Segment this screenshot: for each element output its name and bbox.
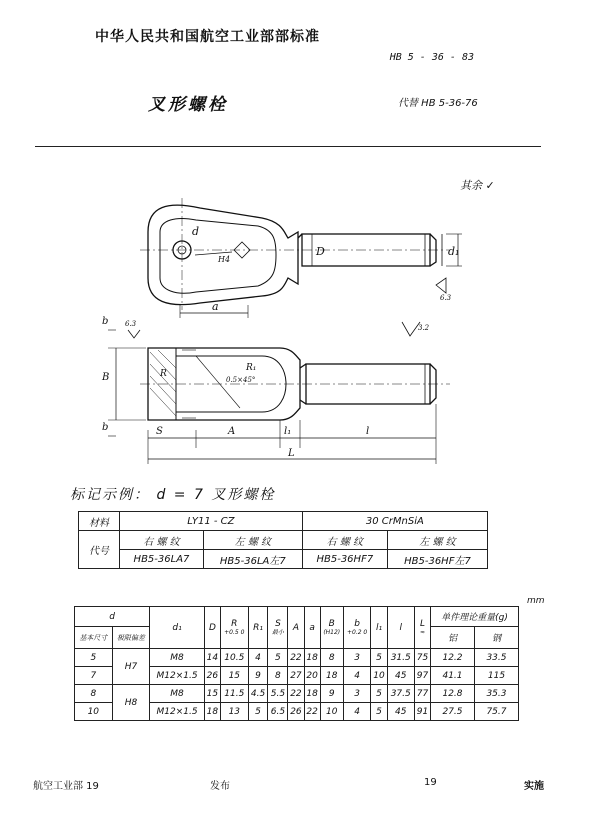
col-basic-size: 基本尺寸 [75, 627, 113, 649]
cell: 41.1 [431, 667, 475, 685]
side-view [108, 322, 450, 464]
cell: 18 [320, 667, 343, 685]
part-code: HB5-36HF7 [302, 550, 387, 569]
table-row [75, 649, 519, 667]
label-S: S [156, 426, 163, 437]
cell: M12×1.5 [150, 703, 205, 721]
cell: 4.5 [248, 685, 268, 703]
unit-label: mm [527, 596, 545, 606]
col-b: b +0.2 0 [343, 607, 371, 649]
roughness-rest-symbol: ✓ [485, 179, 495, 192]
label-D: D [316, 245, 325, 258]
cell: 4 [343, 703, 371, 721]
label-l1: l₁ [284, 426, 292, 437]
col-tolerance: 极限偏差 [112, 627, 150, 649]
label-B: B [102, 372, 110, 383]
label-a: a [212, 300, 219, 313]
label-d1: d₁ [448, 245, 460, 258]
cell: 35.3 [474, 685, 518, 703]
cell: 31.5 [387, 649, 414, 667]
cell: 26 [204, 667, 220, 685]
label-b-top: b [102, 316, 109, 327]
cell: 27.5 [431, 703, 475, 721]
thread-label: 右 螺 纹 [302, 531, 387, 550]
cell: 5 [371, 649, 387, 667]
cell: 12.2 [431, 649, 475, 667]
cell: 10.5 [220, 649, 248, 667]
cell: 4 [248, 649, 268, 667]
cell: 8 [75, 685, 113, 703]
code-label: 代号 [79, 531, 120, 569]
cell: 11.5 [220, 685, 248, 703]
cell: 20 [304, 667, 320, 685]
col-R1: R₁ [248, 607, 268, 649]
label-R1: R₁ [246, 363, 257, 373]
cell: 75.7 [474, 703, 518, 721]
col-d1: d₁ [150, 607, 205, 649]
label-r63-top: 6.3 [440, 294, 452, 302]
cell: 13 [220, 703, 248, 721]
thread-label: 右 螺 纹 [120, 531, 204, 550]
cell: 22 [288, 649, 304, 667]
col-A: A [288, 607, 304, 649]
col-l: l [387, 607, 414, 649]
cell: 8 [268, 667, 288, 685]
label-A: A [228, 426, 236, 437]
cell: 27 [288, 667, 304, 685]
cell: 18 [304, 649, 320, 667]
cell: 3 [343, 649, 371, 667]
cell: 7 [75, 667, 113, 685]
cell: 22 [304, 703, 320, 721]
col-L: L ≈ [414, 607, 430, 649]
cell: 10 [320, 703, 343, 721]
cell: 33.5 [474, 649, 518, 667]
document-title: 叉形螺栓 [148, 95, 228, 115]
cell: 12.8 [431, 685, 475, 703]
label-r63-side: 6.3 [125, 320, 137, 328]
cell: 26 [288, 703, 304, 721]
cell: 15 [220, 667, 248, 685]
label-d: d [192, 225, 200, 238]
cell: 5 [248, 703, 268, 721]
tolerance-cell: H7 [112, 649, 150, 685]
cell: 115 [474, 667, 518, 685]
col-R: R +0.5 0 [220, 607, 248, 649]
label-r32: 3.2 [418, 324, 430, 332]
cell: 8 [320, 649, 343, 667]
cell: 5 [75, 649, 113, 667]
cell: 14 [204, 649, 220, 667]
cell: 5 [268, 649, 288, 667]
standard-header: 中华人民共和国航空工业部部标准 [95, 29, 320, 45]
replaces-code: 代替 HB 5-36-76 [398, 98, 478, 109]
table-row [75, 685, 519, 703]
cell: 45 [387, 703, 414, 721]
footer-implement: 实施 [524, 781, 544, 792]
material-1: LY11 - CZ [120, 512, 303, 531]
roughness-rest: 其余 ✓ [460, 179, 495, 192]
marking-example: 标记示例： d = 7 叉形螺栓 [70, 487, 276, 503]
cell: 10 [371, 667, 387, 685]
cell: M12×1.5 [150, 667, 205, 685]
cell: 22 [288, 685, 304, 703]
col-d: d [75, 607, 150, 627]
label-L: L [288, 448, 295, 459]
col-aluminum: 铝 [431, 627, 475, 649]
cell: 37.5 [387, 685, 414, 703]
cell: 45 [387, 667, 414, 685]
part-code: HB5-36HF左7 [387, 550, 487, 569]
col-a: a [304, 607, 320, 649]
cell: 6.5 [268, 703, 288, 721]
col-steel: 钢 [474, 627, 518, 649]
footer-issuer: 航空工业部 19 [33, 781, 99, 792]
cell: M8 [150, 649, 205, 667]
cell: 77 [414, 685, 430, 703]
col-B: B (H12) [320, 607, 343, 649]
label-R: R [160, 369, 167, 379]
cell: 3 [343, 685, 371, 703]
cell: M8 [150, 685, 205, 703]
standard-code: HB 5 - 36 - 83 [389, 52, 474, 63]
label-b-bottom: b [102, 422, 109, 433]
cell: 15 [204, 685, 220, 703]
material-label: 材料 [79, 512, 120, 531]
thread-label: 左 螺 纹 [387, 531, 487, 550]
thread-label: 左 螺 纹 [203, 531, 302, 550]
label-l: l [366, 426, 370, 437]
part-code: HB5-36LA7 [120, 550, 204, 569]
cell: 97 [414, 667, 430, 685]
col-weight: 单件理论重量(g) [431, 607, 519, 627]
cell: 91 [414, 703, 430, 721]
col-S: S 最小 [268, 607, 288, 649]
cell: 10 [75, 703, 113, 721]
footer-published: 发布 [210, 781, 230, 792]
cell: 18 [304, 685, 320, 703]
label-chamfer: 0.5×45° [226, 376, 256, 384]
top-view [140, 198, 462, 318]
cell: 18 [204, 703, 220, 721]
cell: 9 [320, 685, 343, 703]
cell: 4 [343, 667, 371, 685]
col-D: D [204, 607, 220, 649]
footer-page: 19 [424, 777, 437, 788]
col-l1: l₁ [371, 607, 387, 649]
label-h4: H4 [218, 255, 231, 264]
dimension-table [74, 606, 519, 721]
tolerance-cell: H8 [112, 685, 150, 721]
cell: 5.5 [268, 685, 288, 703]
cell: 9 [248, 667, 268, 685]
material-code-table [78, 511, 488, 569]
cell: 5 [371, 685, 387, 703]
material-2: 30 CrMnSiA [302, 512, 487, 531]
cell: 75 [414, 649, 430, 667]
cell: 5 [371, 703, 387, 721]
part-code: HB5-36LA左7 [203, 550, 302, 569]
